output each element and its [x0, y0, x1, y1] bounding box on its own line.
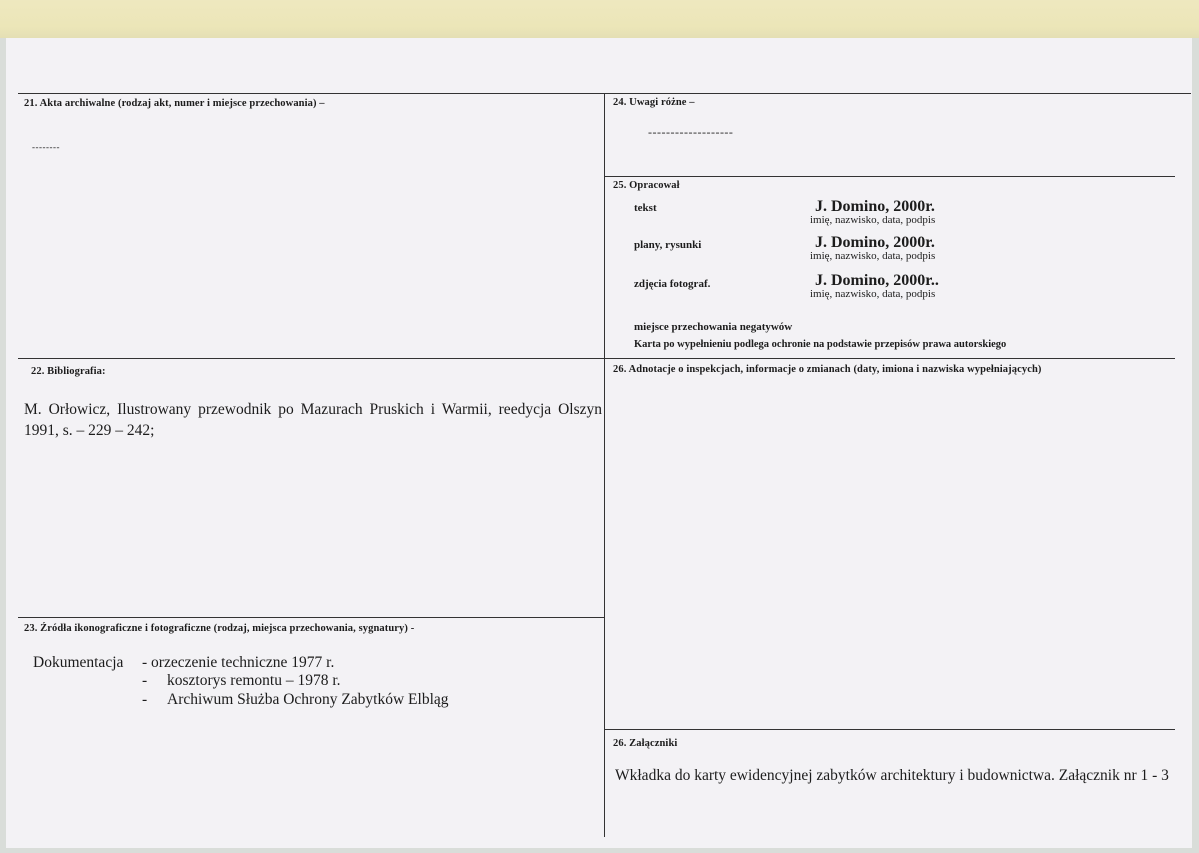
copyright-note: Karta po wypełnieniu podlega ochronie na podstawie przepisów prawa autorskiego	[634, 339, 1007, 350]
prepared-label-photos: zdjęcia fotograf.	[634, 278, 711, 290]
signature-caption: imię, nazwisko, data, podpis	[810, 250, 936, 262]
section-21-header: 21. Akta archiwalne (rodzaj akt, numer i miejsce przechowania) –	[24, 98, 325, 109]
yellow-tab-strip	[0, 0, 1199, 38]
section-21-value: --------	[32, 142, 60, 152]
signature-name: J. Domino, 2000r.	[815, 198, 935, 215]
divider-22-23	[18, 617, 604, 618]
source-item: - orzeczenie techniczne 1977 r.	[142, 654, 335, 671]
divider-24-25	[605, 176, 1175, 177]
signature-name: J. Domino, 2000r..	[815, 272, 939, 289]
center-divider	[604, 93, 605, 837]
signature-name: J. Domino, 2000r.	[815, 234, 935, 251]
bibliography-text: M. Orłowicz, Ilustrowany przewodnik po Mazurach Pruskich i Warmii, reedycja Olszyn 1991, s. – 229 – 242;	[24, 401, 602, 439]
signature-caption: imię, nazwisko, data, podpis	[810, 214, 936, 226]
divider-26	[605, 729, 1175, 730]
section-22-header: 22. Bibliografia:	[31, 366, 106, 377]
source-item: Archiwum Służba Ochrony Zabytków Elbląg	[167, 691, 449, 708]
prepared-label-plans: plany, rysunki	[634, 239, 702, 251]
documentation-label: Dokumentacja	[33, 654, 124, 671]
section-23-header: 23. Źródła ikonograficzne i fotograficzne (rodzaj, miejsca przechowania, sygnatury) -	[24, 623, 415, 634]
signature-caption: imię, nazwisko, data, podpis	[810, 288, 936, 300]
section-25-header: 25. Opracował	[613, 180, 680, 191]
source-item: kosztorys remontu – 1978 r.	[167, 672, 341, 689]
source-bullet: -	[142, 691, 148, 708]
prepared-label-text: tekst	[634, 202, 657, 214]
source-bullet: -	[142, 672, 148, 689]
section-26-attachments-header: 26. Załączniki	[613, 738, 678, 749]
section-26-annotations-header: 26. Adnotacje o inspekcjach, informacje o zmianach (daty, imiona i nazwiska wypełniających)	[613, 364, 1042, 375]
section-24-header: 24. Uwagi różne –	[613, 97, 695, 108]
attachments-text: Wkładka do karty ewidencyjnej zabytków architektury i budownictwa. Załącznik nr 1 - 3	[615, 767, 1169, 784]
negatives-location-label: miejsce przechowania negatywów	[634, 321, 793, 333]
divider-middle	[18, 358, 1175, 359]
section-24-value: -------------------	[648, 125, 734, 139]
